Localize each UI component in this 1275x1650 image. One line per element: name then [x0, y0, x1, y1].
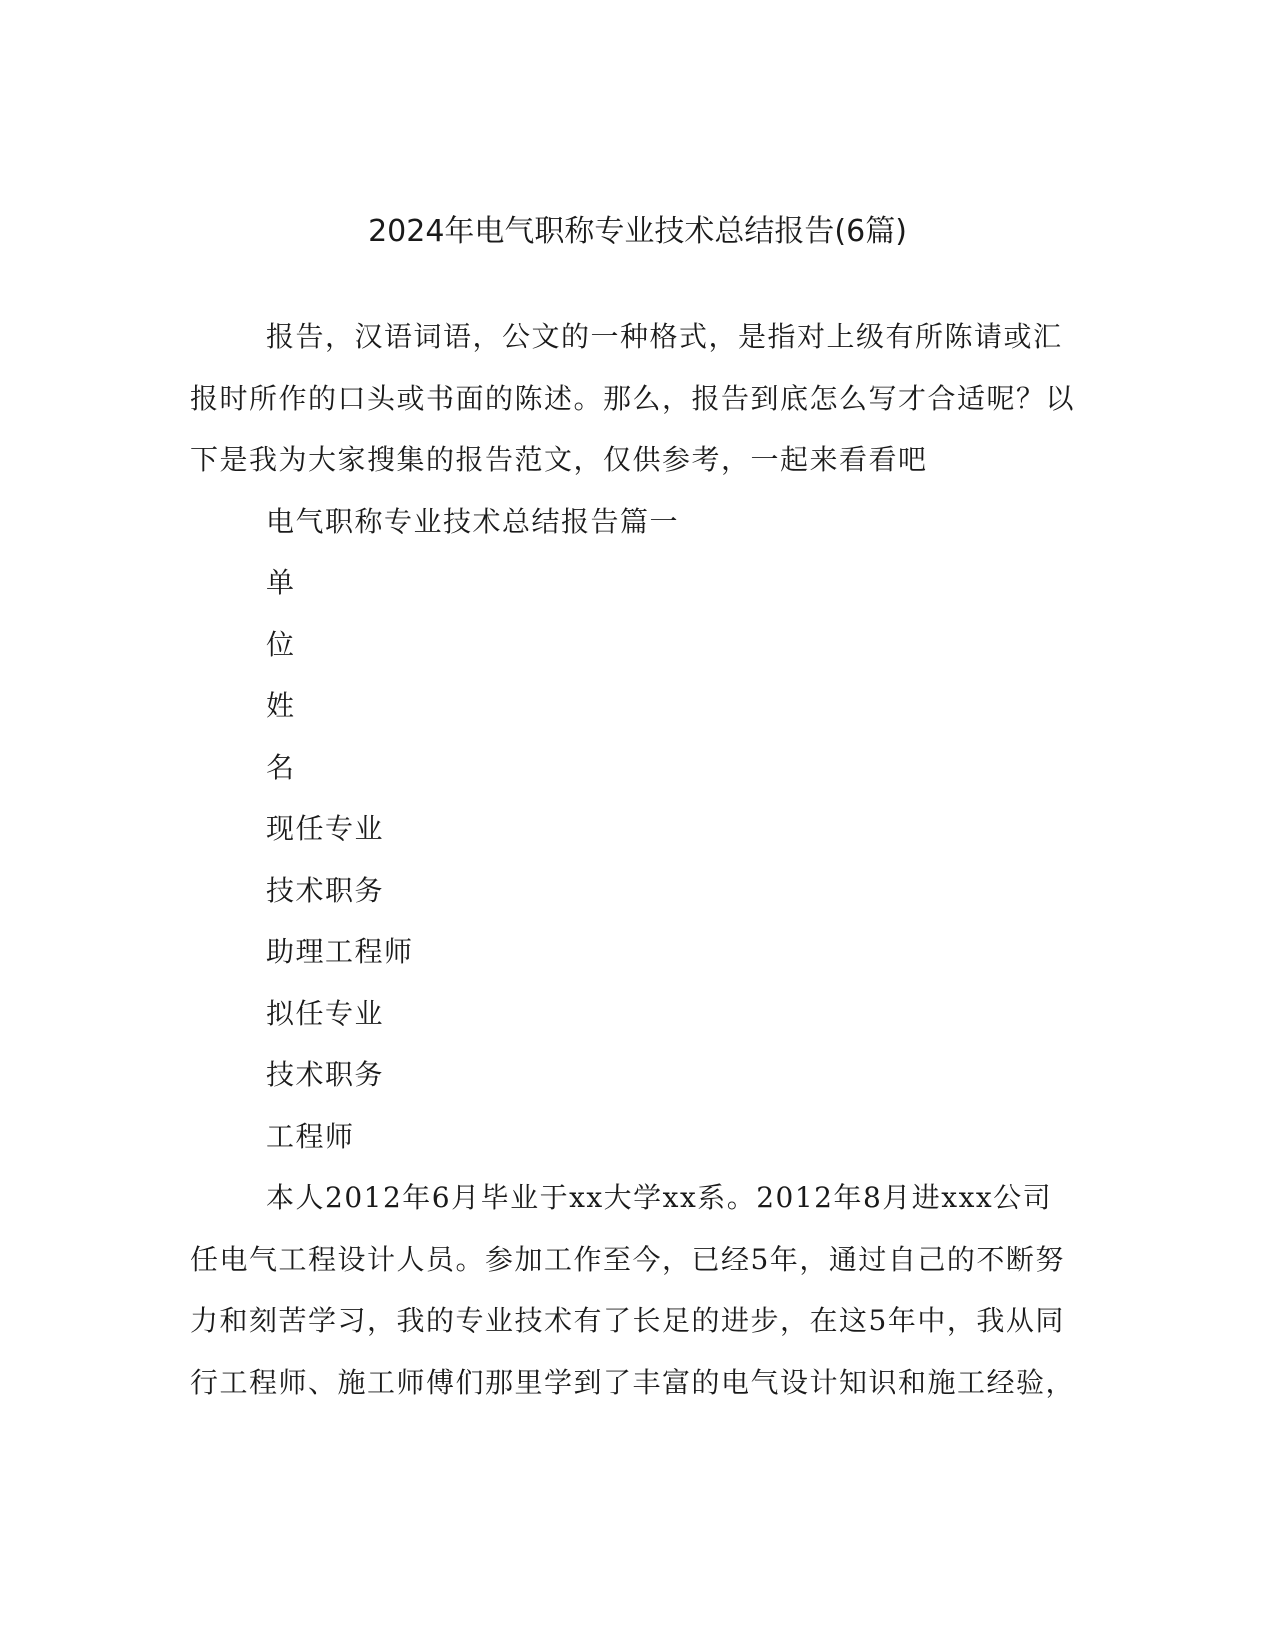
- body-paragraph: 本人2012年6月毕业于xx大学xx系。2012年8月进xxx公司任电气工程设计人员。参加工作至今，已经5年，通过自己的不断努力和刻苦学习，我的专业技术有了长足的进步，在这5年中，我从同行工程师、施工师傅们那里学到了丰富的电气设计知识和施工经验，: [190, 1181, 1076, 1399]
- intro-paragraph: 报告，汉语词语，公文的一种格式，是指对上级有所陈请或汇报时所作的口头或书面的陈述。那么，报告到底怎么写才合适呢？以下是我为大家搜集的报告范文，仅供参考，一起来看看吧: [190, 320, 1076, 476]
- form-line: 技术职务: [266, 1058, 385, 1091]
- form-line: 助理工程师: [266, 935, 414, 968]
- form-line: 工程师: [266, 1119, 355, 1153]
- form-line: 现任专业: [266, 812, 385, 845]
- document-title: 2024年电气职称专业技术总结报告(6篇): [368, 214, 907, 249]
- form-line: 姓: [266, 689, 296, 722]
- form-line: 拟任专业: [266, 996, 385, 1030]
- form-line: 名: [266, 750, 296, 784]
- form-line: 位: [266, 627, 296, 661]
- form-line: 技术职务: [266, 873, 385, 907]
- document-body: [190, 306, 1080, 1413]
- section-heading: 电气职称专业技术总结报告篇一: [266, 504, 680, 538]
- form-line: 单: [266, 566, 296, 599]
